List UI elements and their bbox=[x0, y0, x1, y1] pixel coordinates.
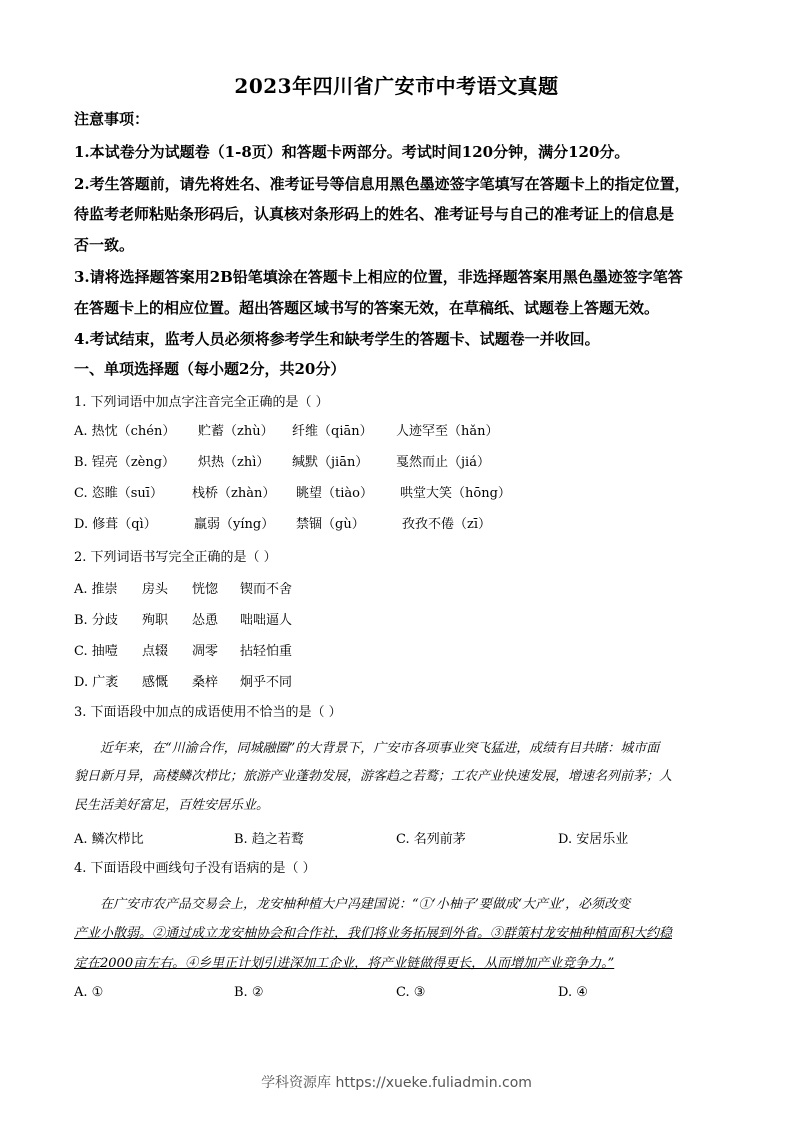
q2-b-2: 殉职 bbox=[142, 613, 169, 628]
q4-option-c: C. ③ bbox=[396, 985, 426, 1000]
q3-option-d: D. 安居乐业 bbox=[558, 832, 629, 847]
q1-d-3: 禁锢（gù） bbox=[296, 517, 365, 532]
q2-b-1: B. 分歧 bbox=[74, 613, 118, 628]
q1-d-2: 羸弱（yíng） bbox=[194, 517, 275, 532]
notice-line: 1.本试卷分为试题卷（1-8页）和答题卡两部分。考试时间120分钟，满分120分。 bbox=[74, 143, 630, 161]
notice-line: 待监考老师粘贴条形码后，认真核对条形码上的姓名、准考证号与自己的准考证上的信息是 bbox=[74, 205, 675, 223]
section-heading: 一、单项选择题（每小题2分，共20分） bbox=[74, 360, 346, 378]
q4-option-d: D. ④ bbox=[558, 985, 588, 1000]
question-3-passage-line: 民生活美好富足，百姓安居乐业。 bbox=[74, 798, 270, 813]
q1-b-4: 戛然而止（jiá） bbox=[396, 455, 490, 470]
question-4-passage-line: 定在2000亩左右。④乡里正计划引进深加工企业，将产业链做得更长，从而增加产业竞争力。” bbox=[74, 956, 615, 971]
q2-d-2: 感慨 bbox=[142, 675, 169, 690]
question-3-passage-line: 貌日新月异，高楼鳞次栉比；旅游产业蓬勃发展，游客趋之若鹜；工农产业快速发展，增速名列前茅；人 bbox=[74, 769, 673, 784]
q1-c-4: 哄堂大笑（hōng） bbox=[400, 486, 511, 501]
page-title: 2023年四川省广安市中考语文真题 bbox=[234, 74, 559, 98]
q2-d-1: D. 广袤 bbox=[74, 675, 119, 690]
q4-option-a: A. ① bbox=[74, 985, 104, 1000]
question-1-stem: 1. 下列词语中加点字注音完全正确的是（ ） bbox=[74, 395, 329, 410]
q2-a-4: 锲而不舍 bbox=[240, 582, 293, 597]
q2-a-2: 房头 bbox=[142, 582, 169, 597]
q2-c-2: 点辍 bbox=[142, 644, 169, 659]
q1-d-1: D. 修葺（qì） bbox=[74, 517, 157, 532]
q2-a-3: 恍惚 bbox=[192, 582, 219, 597]
q2-c-1: C. 抽噎 bbox=[74, 644, 118, 659]
question-4-passage-line: 产业小散弱。②通过成立龙安柚协会和合作社，我们将业务拓展到外省。③群策村龙安柚种植面积大约稳 bbox=[74, 926, 673, 941]
q2-b-3: 怂恿 bbox=[192, 613, 219, 628]
q1-c-3: 眺望（tiào） bbox=[296, 486, 373, 501]
q1-b-2: 炽热（zhì） bbox=[198, 455, 270, 470]
q2-d-3: 桑梓 bbox=[192, 675, 219, 690]
q1-a-3: 纤维（qiān） bbox=[292, 424, 373, 439]
notice-line: 4.考试结束，监考人员必须将参考学生和缺考学生的答题卡、试题卷一并收回。 bbox=[74, 330, 600, 348]
q3-option-b: B. 趋之若鹜 bbox=[234, 832, 304, 847]
q1-b-1: B. 锃亮（zèng） bbox=[74, 455, 176, 470]
q2-b-4: 咄咄逼人 bbox=[240, 613, 293, 628]
q3-option-c: C. 名列前茅 bbox=[396, 832, 466, 847]
footer-watermark: 学科资源库 https://xueke.fuliadmin.com bbox=[261, 1075, 532, 1091]
q1-a-4: 人迹罕至（hǎn） bbox=[396, 424, 499, 439]
notice-line: 在答题卡上的相应位置。超出答题区域书写的答案无效，在草稿纸、试题卷上答题无效。 bbox=[74, 299, 660, 317]
question-4-passage-line: 在广安市农产品交易会上，龙安柚种植大户冯建国说：“①‘小柚子’要做成‘大产业’，必须改变 bbox=[100, 897, 631, 912]
question-3-passage-line: 近年来，在“川渝合作，同城融圈”的大背景下，广安市各项事业突飞猛进，成绩有目共睹：城市面 bbox=[100, 741, 660, 756]
q1-d-4: 孜孜不倦（zī） bbox=[402, 517, 492, 532]
q1-b-3: 缄默（jiān） bbox=[292, 455, 369, 470]
q2-c-4: 拈轻怕重 bbox=[240, 644, 293, 659]
notice-line: 2.考生答题前，请先将姓名、准考证号等信息用黑色墨迹签字笔填写在答题卡上的指定位置， bbox=[74, 175, 690, 193]
question-4-stem: 4. 下面语段中画线句子没有语病的是（ ） bbox=[74, 861, 316, 876]
q2-d-4: 炯乎不同 bbox=[240, 675, 293, 690]
q1-c-1: C. 恣睢（suī） bbox=[74, 486, 163, 501]
q2-c-3: 凋零 bbox=[192, 644, 219, 659]
notice-line: 3.请将选择题答案用2B铅笔填涂在答题卡上相应的位置，非选择题答案用黑色墨迹签字笔答 bbox=[74, 268, 683, 286]
notice-heading: 注意事项： bbox=[74, 110, 150, 128]
notice-line: 否一致。 bbox=[74, 236, 135, 254]
q1-c-2: 栈桥（zhàn） bbox=[192, 486, 276, 501]
q2-a-1: A. 推崇 bbox=[74, 582, 118, 597]
question-2-stem: 2. 下列词语书写完全正确的是（ ） bbox=[74, 550, 277, 565]
q4-option-b: B. ② bbox=[234, 985, 264, 1000]
q1-a-1: A. 热忱（chén） bbox=[74, 424, 176, 439]
question-3-stem: 3. 下面语段中加点的成语使用不恰当的是（ ） bbox=[74, 705, 342, 720]
q3-option-a: A. 鳞次栉比 bbox=[74, 832, 144, 847]
q1-a-2: 贮蓄（zhù） bbox=[198, 424, 274, 439]
